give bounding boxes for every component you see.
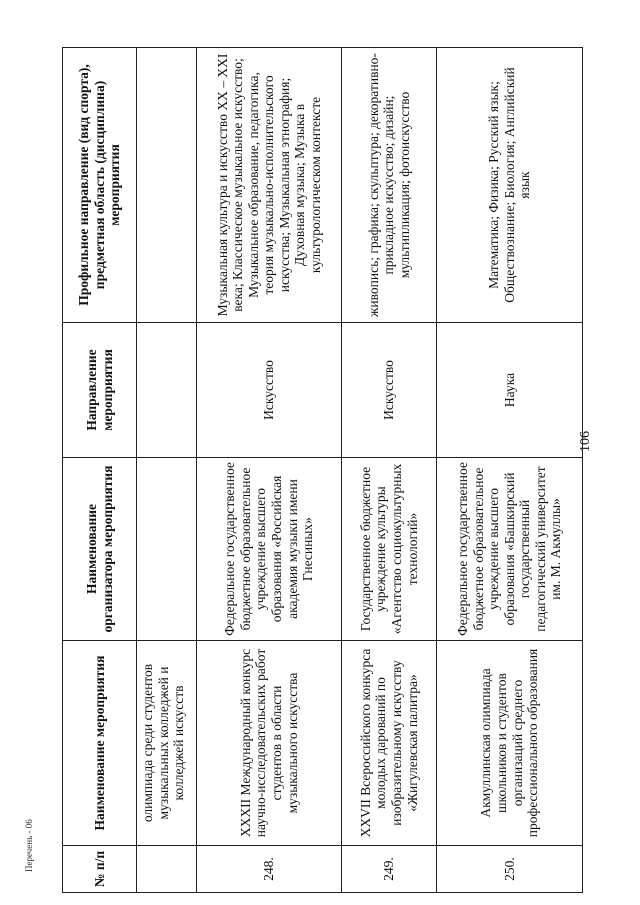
- table-row: [197, 48, 342, 893]
- cell-direction: Искусство: [197, 323, 342, 458]
- header-profile: Профильное направление (вид спорта), предметная область (дисциплина) мероприятия: [63, 48, 137, 323]
- cell-event-name: Акмуллинская олимпиада школьников и студентов организаций среднего профессионального образования: [437, 641, 583, 846]
- cell-num: 249.: [342, 846, 437, 893]
- cell-organizer: Государственное бюджетное учреждение культуры «Агентство социокультурных технологий»: [342, 458, 437, 641]
- cell-profile: Музыкальная культура и искусство XX – XXI века; Классическое музыкальное искусство; Музыкальное образование, педагогика, теория музыкально-исполнительского искусства; Музыкальная этнография; Духовная музыка; Музыка в культурологическом контексте: [197, 48, 342, 323]
- cell-direction: Наука: [437, 323, 583, 458]
- cell-event-name: олимпиада среди студентов музыкальных колледжей и колледжей искусств: [137, 641, 197, 846]
- table-row: [342, 48, 437, 893]
- cell-profile: Математика; Физика; Русский язык; Обществознание; Биология; Английский язык: [437, 48, 583, 323]
- footer-note: Перечень - 06: [24, 819, 34, 872]
- cell-organizer: Федеральное государственное бюджетное образовательное учреждение высшего образования «Башкирский государственный педагогический университет им. М. Акмуллы»: [437, 458, 583, 641]
- page-number: 106: [578, 431, 593, 452]
- cell-direction: [137, 323, 197, 458]
- events-table: [62, 47, 583, 893]
- header-event-name: Наименование мероприятия: [63, 641, 137, 846]
- header-num: № п/п: [63, 846, 137, 893]
- table-row: [137, 48, 197, 893]
- cell-num: [137, 846, 197, 893]
- cell-profile: [137, 48, 197, 323]
- cell-num: 248.: [197, 846, 342, 893]
- cell-event-name: XXXII Международный конкурс научно-исследовательских работ студентов в области музыкального искусства: [197, 641, 342, 846]
- cell-num: 250.: [437, 846, 583, 893]
- cell-organizer: [137, 458, 197, 641]
- table-header-row: [63, 48, 137, 893]
- header-direction: Направление мероприятия: [63, 323, 137, 458]
- cell-profile: живопись; графика; скульптура; декоративно-прикладное искусство; дизайн; мультипликация; фотоискусство: [342, 48, 437, 323]
- cell-organizer: Федеральное государственное бюджетное образовательное учреждение высшего образования «Российская академия музыки имени Гнесиных»: [197, 458, 342, 641]
- cell-event-name: XXVII Всероссийского конкурса молодых дарований по изобразительному искусству «Жигулевская палитра»: [342, 641, 437, 846]
- cell-direction: Искусство: [342, 323, 437, 458]
- table-row: [437, 48, 583, 893]
- header-organizer: Наименование организатора мероприятия: [63, 458, 137, 641]
- events-table-container: [62, 48, 582, 893]
